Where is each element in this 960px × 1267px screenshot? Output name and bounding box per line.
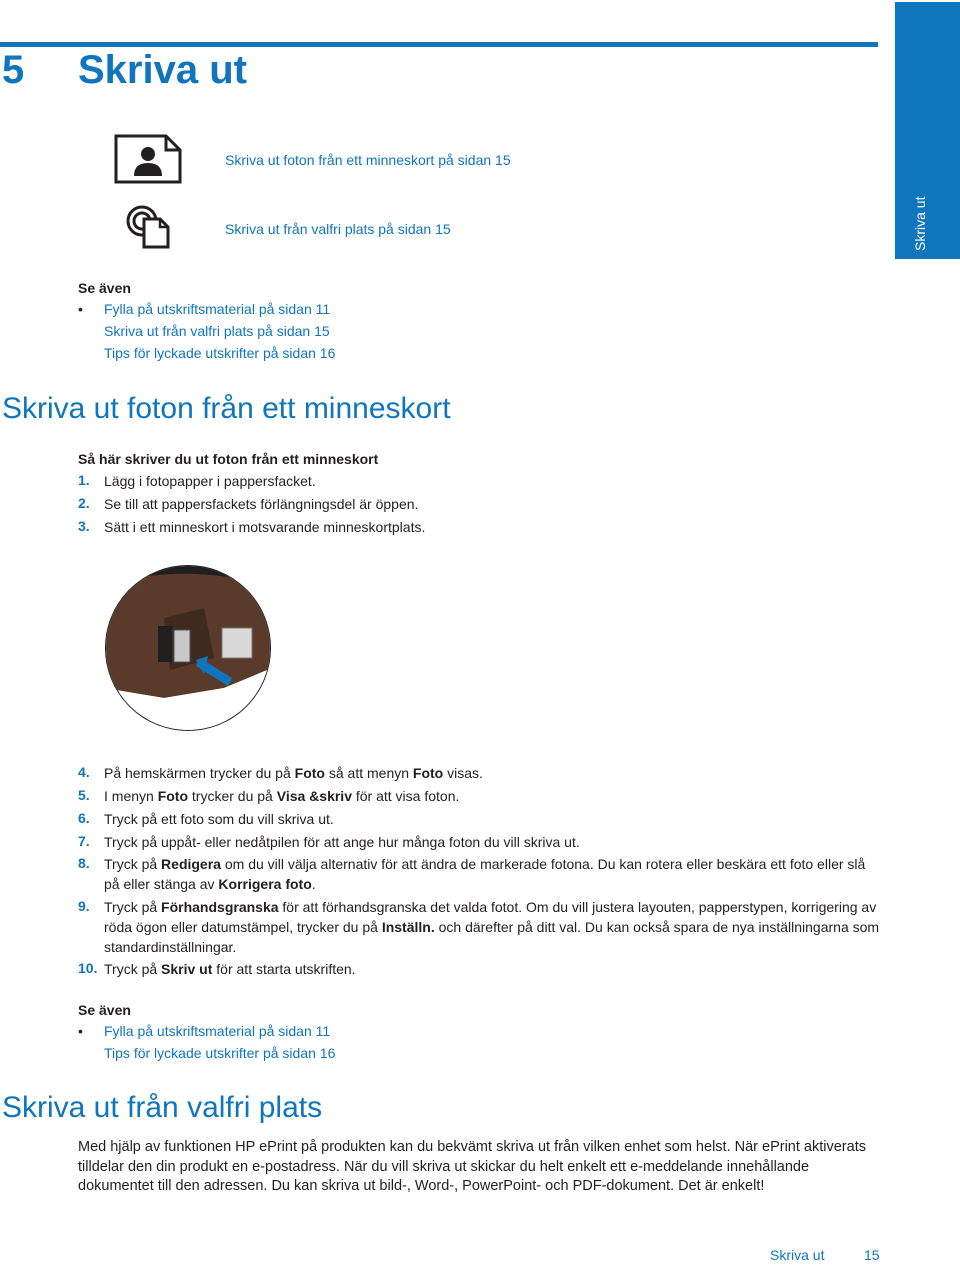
step-text: Sätt i ett minneskort i motsvarande minneskortplats. (104, 519, 426, 535)
step-number: 9. (78, 898, 90, 914)
step-text-part: så att menyn (324, 765, 413, 781)
ui-term: Korrigera foto (218, 876, 312, 892)
bullet: • (78, 1023, 83, 1039)
see-also-link[interactable]: Tips för lyckade utskrifter på sidan 16 (104, 1045, 336, 1061)
see-also-link[interactable]: Skriva ut från valfri plats på sidan 15 (104, 323, 330, 339)
see-also-link[interactable]: Tips för lyckade utskrifter på sidan 16 (104, 345, 336, 361)
memory-card-illustration (104, 548, 272, 746)
see-also-heading: Se även (78, 280, 131, 296)
step-number: 5. (78, 787, 90, 803)
step-text: Tryck på uppåt- eller nedåtpilen för att ange hur många foton du vill skriva ut. (104, 834, 580, 850)
step-text (104, 854, 884, 894)
overview-link-memory-card[interactable]: Skriva ut foton från ett minneskort på sidan 15 (225, 152, 511, 168)
step-text: Tryck på ett foto som du vill skriva ut. (104, 811, 334, 827)
ui-term: Inställn. (381, 919, 435, 935)
bullet: • (78, 301, 83, 317)
page-number: 15 (864, 1247, 880, 1263)
overview-link-anywhere[interactable]: Skriva ut från valfri plats på sidan 15 (225, 221, 451, 237)
chapter-title: Skriva ut (78, 48, 247, 92)
step-text-part: Tryck på (104, 961, 162, 977)
ui-term: Förhandsgranska (161, 899, 279, 915)
procedure-heading: Så här skriver du ut foton från ett minneskort (78, 451, 379, 467)
ui-term: Foto (294, 765, 325, 781)
step-text-part: trycker du på (188, 788, 277, 804)
ui-term: Skriv ut (161, 961, 213, 977)
see-also-link[interactable]: Fylla på utskriftsmaterial på sidan 11 (104, 301, 331, 317)
step-text-part: för att förhandsgranska det valda fotot. Om du vill justera layouten, papperstypen, korrigering av röda ögon eller datumstämpel, trycker du på (104, 899, 877, 935)
step-number: 8. (78, 855, 90, 871)
step-text-part: På hemskärmen trycker du på (104, 765, 295, 781)
step-number: 4. (78, 764, 90, 780)
step-number: 2. (78, 495, 90, 511)
section-title: Skriva ut från valfri plats (2, 1091, 323, 1124)
photo-print-icon (114, 134, 182, 184)
step-text (104, 763, 884, 783)
side-tab[interactable] (895, 2, 960, 259)
step-text-part: Tryck på (104, 856, 162, 872)
step-text-part: Tryck på (104, 899, 162, 915)
step-text-part: . (311, 876, 316, 892)
ui-term: Foto (412, 765, 444, 781)
ui-term: Visa &skriv (276, 788, 352, 804)
footer-label: Skriva ut (770, 1247, 825, 1263)
step-text: Se till att pappersfackets förlängningsdel är öppen. (104, 496, 419, 512)
step-text: Lägg i fotopapper i pappersfacket. (104, 473, 316, 489)
step-text-part: och därefter på ditt val. Du kan också spara de nya inställningarna som standardinställningar. (104, 919, 880, 955)
step-text (104, 786, 884, 806)
step-number: 7. (78, 833, 90, 849)
chapter-number: 5 (2, 48, 25, 92)
eprint-icon (126, 205, 170, 249)
step-number: 1. (78, 472, 90, 488)
step-text-part: visas. (443, 765, 483, 781)
ui-term: Foto (157, 788, 189, 804)
header-rule (0, 42, 878, 47)
step-text-part: för att starta utskriften. (212, 961, 356, 977)
step-text-part: för att visa foton. (351, 788, 460, 804)
step-text (104, 959, 884, 979)
step-text-part: I menyn (104, 788, 158, 804)
ui-term: Redigera (161, 856, 221, 872)
step-number: 10. (78, 960, 98, 976)
section-title: Skriva ut foton från ett minneskort (2, 392, 451, 425)
step-number: 6. (78, 810, 90, 826)
step-number: 3. (78, 518, 90, 534)
see-also-heading: Se även (78, 1002, 131, 1018)
step-text (104, 897, 884, 957)
see-also-link[interactable]: Fylla på utskriftsmaterial på sidan 11 (104, 1023, 331, 1039)
body-paragraph: Med hjälp av funktionen HP ePrint på produkten kan du bekvämt skriva ut från vilken enhet som helst. När ePrint aktiverats tilldelar den din produkt en e-postadress. När du vill skriva ut skickar du helt enkelt ett e-meddelande innehållande dokumentet till den adressen. Du kan skriva ut bild-, Word-, PowerPoint- och PDF-dokument. Det är enkelt! (78, 1139, 866, 1194)
step-text-part: om du vill välja alternativ för att ändra de markerade fotona. Du kan rotera eller beskära ett foto eller slå på eller stänga av (104, 856, 866, 892)
side-tab-label: Skriva ut (911, 196, 928, 251)
